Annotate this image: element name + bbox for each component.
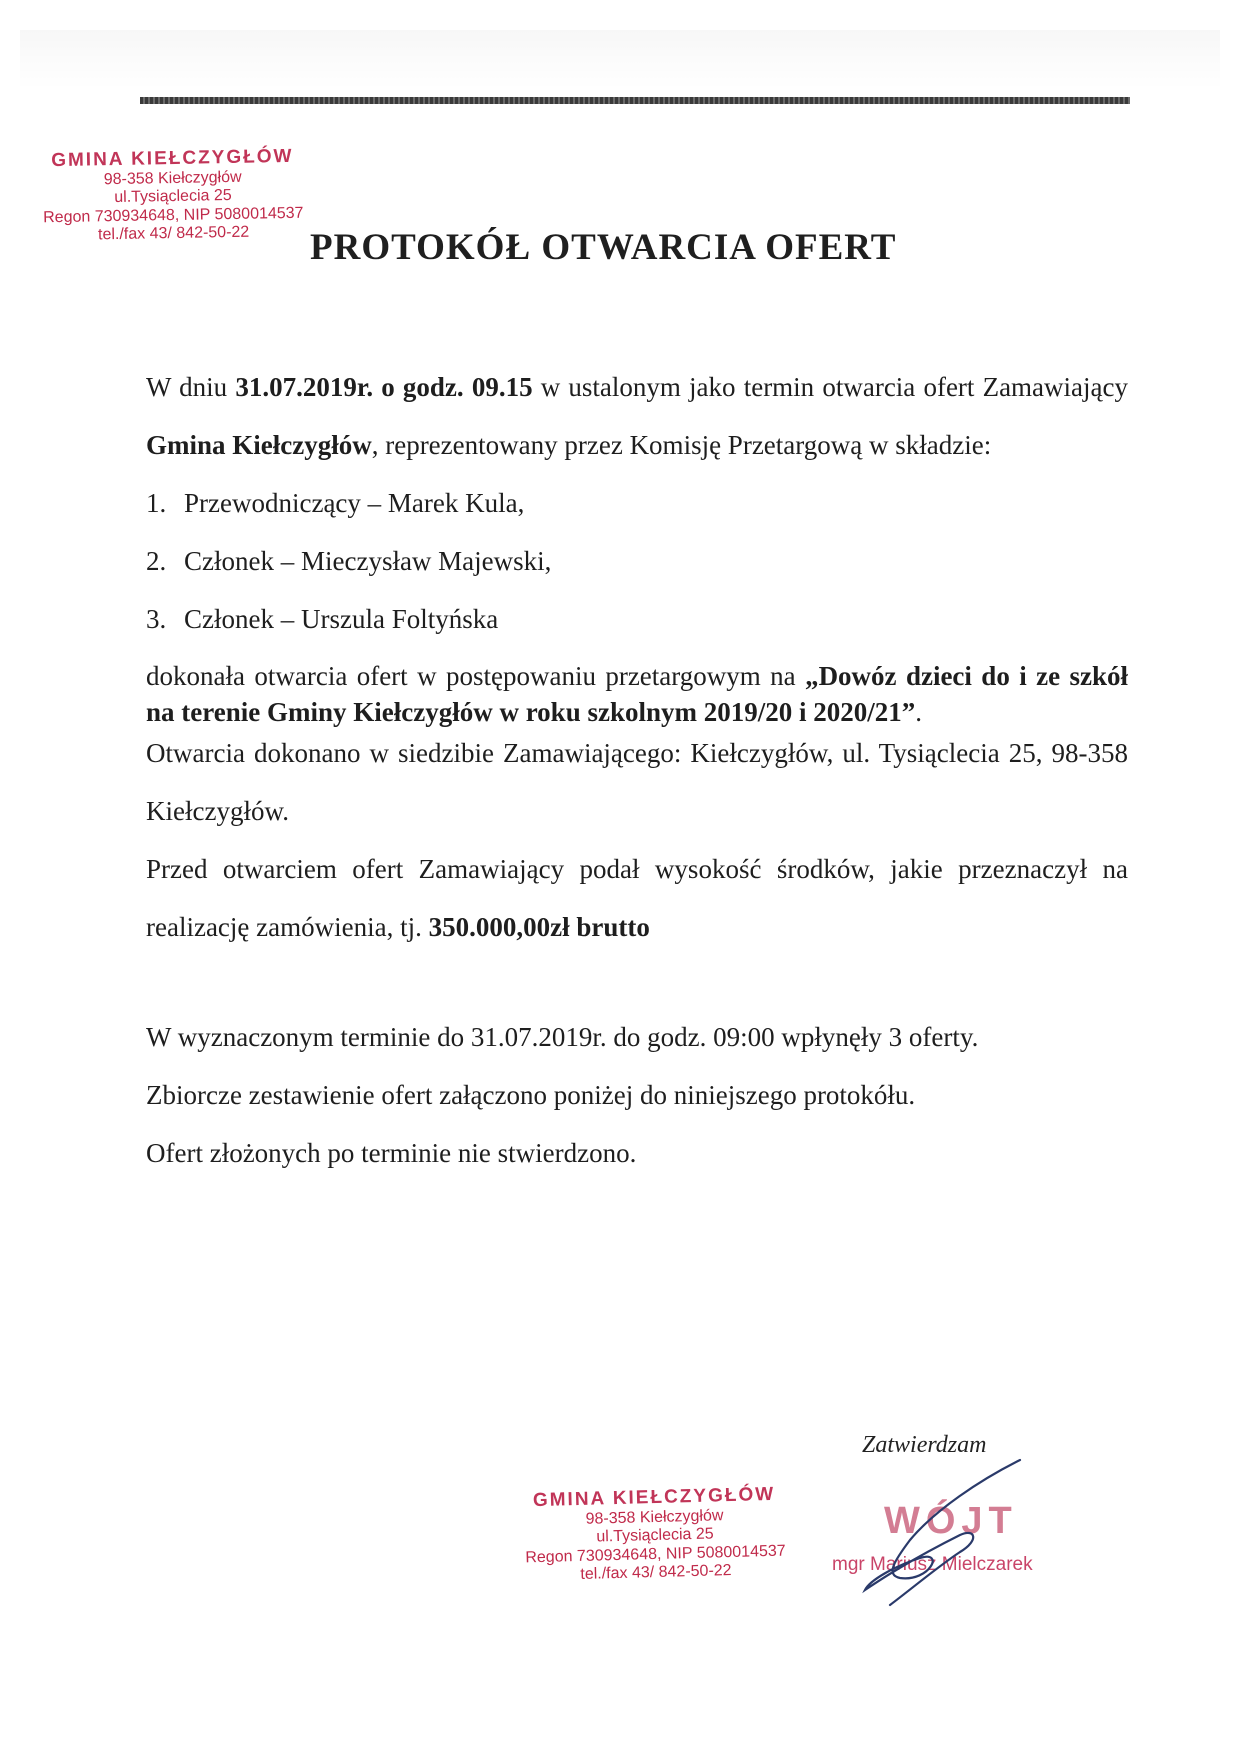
approval-label: Zatwierdzam — [862, 1432, 987, 1458]
office-stamp-top — [27, 145, 319, 245]
mayor-stamp-name: mgr Mariusz Mielczarek — [832, 1554, 1033, 1575]
budget-amount: 350.000,00zł brutto — [428, 912, 650, 942]
late-offers-paragraph: Ofert złożonych po terminie nie stwierdzono. — [146, 1138, 637, 1168]
committee-list — [146, 474, 1128, 648]
intro-text-c: , reprezentowany przez Komisję Przetargową w składzie: — [371, 430, 992, 460]
header-rule — [140, 97, 1130, 104]
handwritten-signature — [840, 1440, 1040, 1610]
procedure-subject: „Dowóz dzieci do i ze szkół na terenie Gminy Kiełczygłów w roku szkolnym 2019/20 i 2020/21” — [146, 661, 1128, 727]
stamp-phone: tel./fax 43/ 842-50-22 — [97, 223, 250, 244]
list-item-text: Członek – Urszula Foltyńska — [184, 604, 499, 634]
document-body — [146, 358, 1128, 1182]
location-paragraph: Otwarcia dokonano w siedzibie Zamawiającego: Kiełczygłów, ul. Tysiąclecia 25, 98-358 Kiełczygłów. — [146, 738, 1128, 826]
stamp-regon: Regon 730934648, NIP 5080014537 — [43, 204, 304, 226]
list-item — [146, 532, 1128, 590]
stamp-name: GMINA KIEŁCZYGŁÓW — [51, 145, 294, 172]
stamp-regon: Regon 730934648, NIP 5080014537 — [525, 1542, 786, 1567]
list-item — [146, 590, 1128, 648]
office-stamp-bottom — [509, 1483, 801, 1586]
list-item-number: 3. — [146, 604, 167, 634]
intro-text-a: W dniu — [146, 372, 236, 402]
stamp-phone: tel./fax 43/ 842-50-22 — [580, 1562, 732, 1583]
intro-text-b: w ustalonym jako termin otwarcia ofert Zamawiający — [532, 372, 1128, 402]
stamp-address: 98-358 Kiełczygłów — [103, 168, 242, 189]
stamp-street: ul.Tysiąclecia 25 — [596, 1525, 714, 1546]
mayor-stamp-title: WÓJT — [884, 1500, 1018, 1542]
list-item-text: Przewodniczący – Marek Kula, — [184, 488, 525, 518]
procedure-end: . — [915, 697, 922, 727]
opening-datetime: 31.07.2019r. o godz. 09.15 — [235, 372, 533, 402]
procedure-text: dokonała otwarcia ofert w postępowaniu przetargowym na — [146, 661, 806, 691]
summary-paragraph: Zbiorcze zestawienie ofert załączono poniżej do niniejszego protokółu. — [146, 1080, 916, 1110]
list-item-number: 1. — [146, 488, 167, 518]
stamp-street: ul.Tysiąclecia 25 — [114, 187, 232, 207]
procedure-paragraph — [146, 658, 1128, 730]
spacer — [146, 956, 1128, 1008]
budget-paragraph — [146, 840, 1128, 956]
contracting-authority: Gmina Kiełczygłów — [146, 430, 372, 460]
offers-received-paragraph: W wyznaczonym terminie do 31.07.2019r. do godz. 09:00 wpłynęły 3 oferty. — [146, 1022, 979, 1052]
stamp-address: 98-358 Kiełczygłów — [585, 1507, 724, 1528]
list-item-number: 2. — [146, 546, 167, 576]
intro-paragraph — [146, 358, 1128, 474]
list-item — [146, 474, 1128, 532]
list-item-text: Członek – Mieczysław Majewski, — [184, 546, 552, 576]
document-title: PROTOKÓŁ OTWARCIA OFERT — [310, 227, 897, 268]
scan-artifact — [20, 30, 1220, 90]
stamp-name: GMINA KIEŁCZYGŁÓW — [532, 1483, 776, 1512]
budget-text: Przed otwarciem ofert Zamawiający podał wysokość środków, jakie przeznaczył na realizację zamówienia, tj. — [146, 854, 1128, 942]
